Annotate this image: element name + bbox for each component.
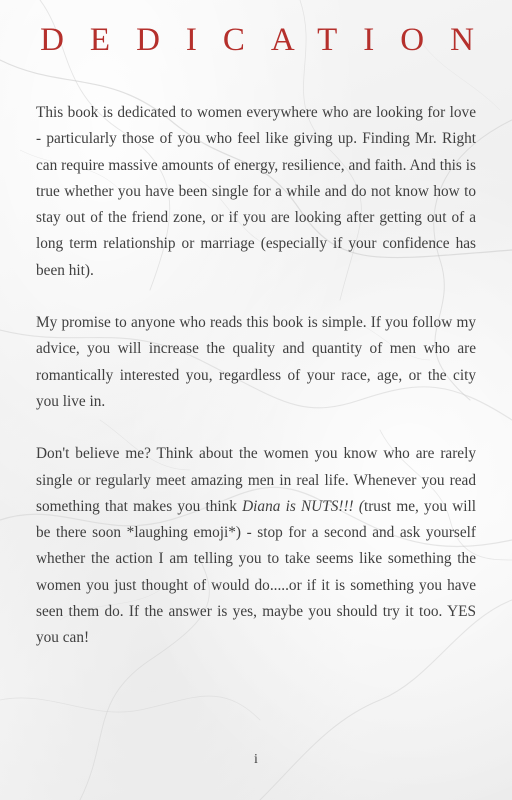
page-title: DEDICATION xyxy=(40,22,500,58)
paragraph-3-italic: Diana is NUTS!!! ( xyxy=(242,497,364,515)
page-number: i xyxy=(254,752,258,767)
paragraph-1: This book is dedicated to women everywhere who are looking for love - particularly those of you who feel like giving up. Finding Mr. Right can require massive amounts of energy, resilience, and faith. And this is true whether you have been single for a while and do not know how to stay out of the friend zone, or if you are looking after getting out of a long term relationship or marriage (especially if your confidence has been hit). xyxy=(36,104,476,279)
paragraph-3 xyxy=(36,441,476,651)
dedication-body xyxy=(36,100,476,678)
paragraph-2: My promise to anyone who reads this book is simple. If you follow my advice, you will increase the quality and quantity of men who are romantically interested you, regardless of your race, age, or the city you live in. xyxy=(36,314,476,410)
paragraph-3-start: Don't believe me? Think about the women you know who are rarely single or regularly meet amazing men in real life. Whenever you read something that makes you think xyxy=(36,445,476,515)
paragraph-3-end: trust me, you will be there soon *laughing emoji*) - stop for a second and ask yourself whether the action I am telling you to take seems like something the women you just thought of would do.....or if it is something you have seen them do. If the answer is yes, maybe you should try it too. YES you can! xyxy=(36,497,476,647)
